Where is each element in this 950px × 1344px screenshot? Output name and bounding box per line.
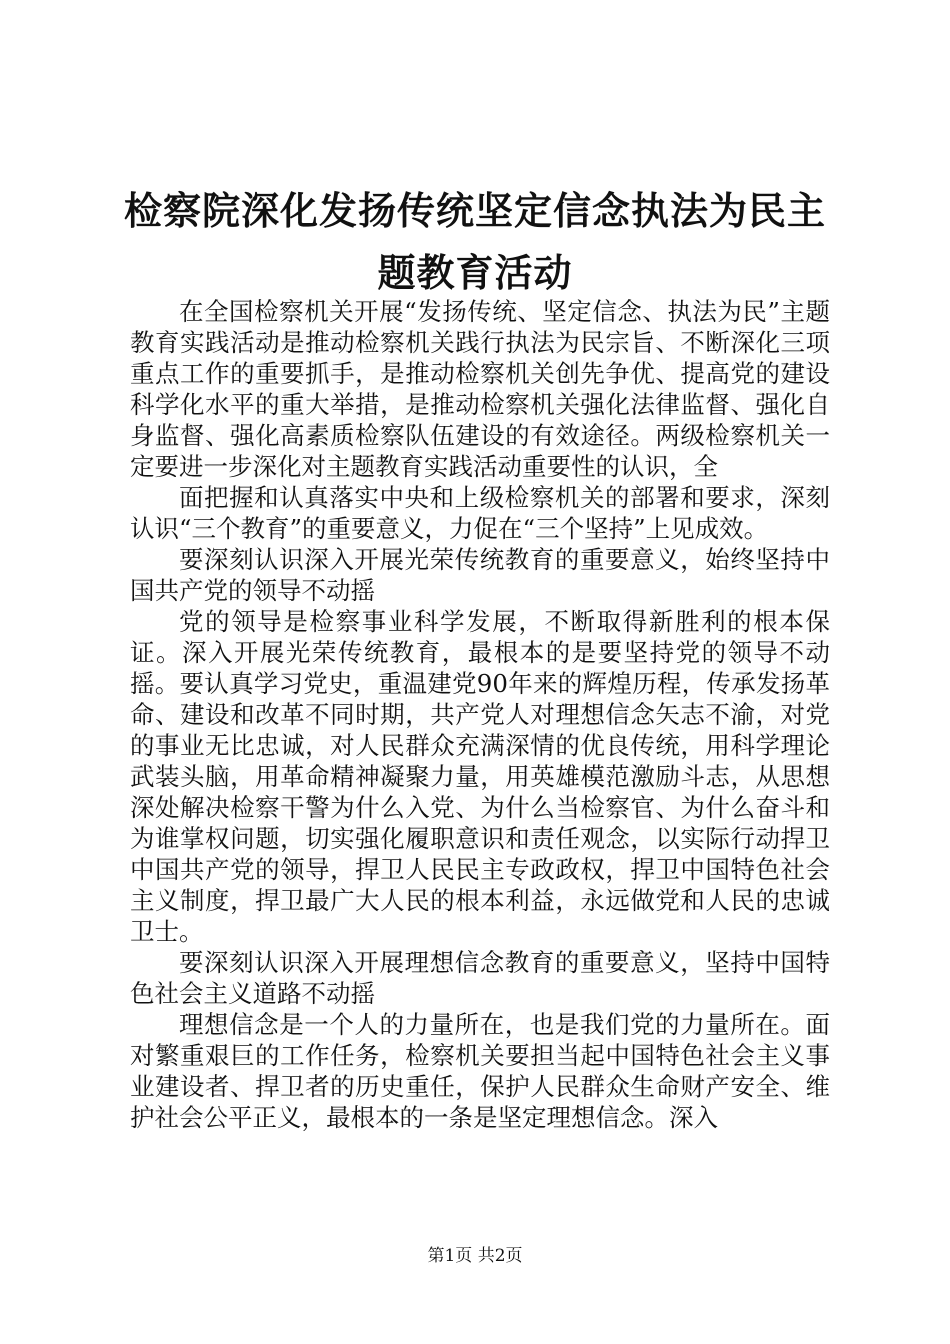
- document-body: [130, 296, 830, 1133]
- page-number-footer: 第1页 共2页: [427, 1246, 523, 1266]
- document-title: 检察院深化发扬传统坚定信念执法为民主题教育活动: [123, 188, 826, 295]
- paragraph-3: 要深刻认识深入开展光荣传统教育的重要意义，始终坚持中国共产党的领导不动摇: [130, 545, 830, 605]
- paragraph-1: 在全国检察机关开展“发扬传统、坚定信念、执法为民”主题教育实践活动是推动检察机关践行执法为民宗旨、不断深化三项重点工作的重要抓手，是推动检察机关创先争优、提高党的建设科学化水平的重大举措，是推动检察机关强化法律监督、强化自身监督、强化高素质检察队伍建设的有效途径。两级检察机关一定要进一步深化对主题教育实践活动重要性的认识，全: [130, 297, 830, 481]
- paragraph-6: 理想信念是一个人的力量所在，也是我们党的力量所在。面对繁重艰巨的工作任务，检察机关要担当起中国特色社会主义事业建设者、捍卫者的历史重任，保护人民群众生命财产安全、维护社会公平正义，最根本的一条是坚定理想信念。深入: [130, 1010, 830, 1132]
- paragraph-2: 面把握和认真落实中央和上级检察机关的部署和要求，深刻认识“三个教育”的重要意义，力促在“三个坚持”上见成效。: [130, 483, 830, 543]
- paragraph-5: 要深刻认识深入开展理想信念教育的重要意义，坚持中国特色社会主义道路不动摇: [130, 948, 830, 1008]
- paragraph-4: 党的领导是检察事业科学发展，不断取得新胜利的根本保证。深入开展光荣传统教育，最根本的是要坚持党的领导不动摇。要认真学习党史，重温建党90年来的辉煌历程，传承发扬革命、建设和改革不同时期，共产党人对理想信念矢志不渝，对党的事业无比忠诚，对人民群众充满深情的优良传统，用科学理论武装头脑，用革命精神凝聚力量，用英雄模范激励斗志，从思想深处解决检察干警为什么入党、为什么当检察官、为什么奋斗和为谁掌权问题，切实强化履职意识和责任观念，以实际行动捍卫中国共产党的领导，捍卫人民民主专政政权，捍卫中国特色社会主义制度，捍卫最广大人民的根本利益，永远做党和人民的忠诚卫士。: [130, 607, 830, 946]
